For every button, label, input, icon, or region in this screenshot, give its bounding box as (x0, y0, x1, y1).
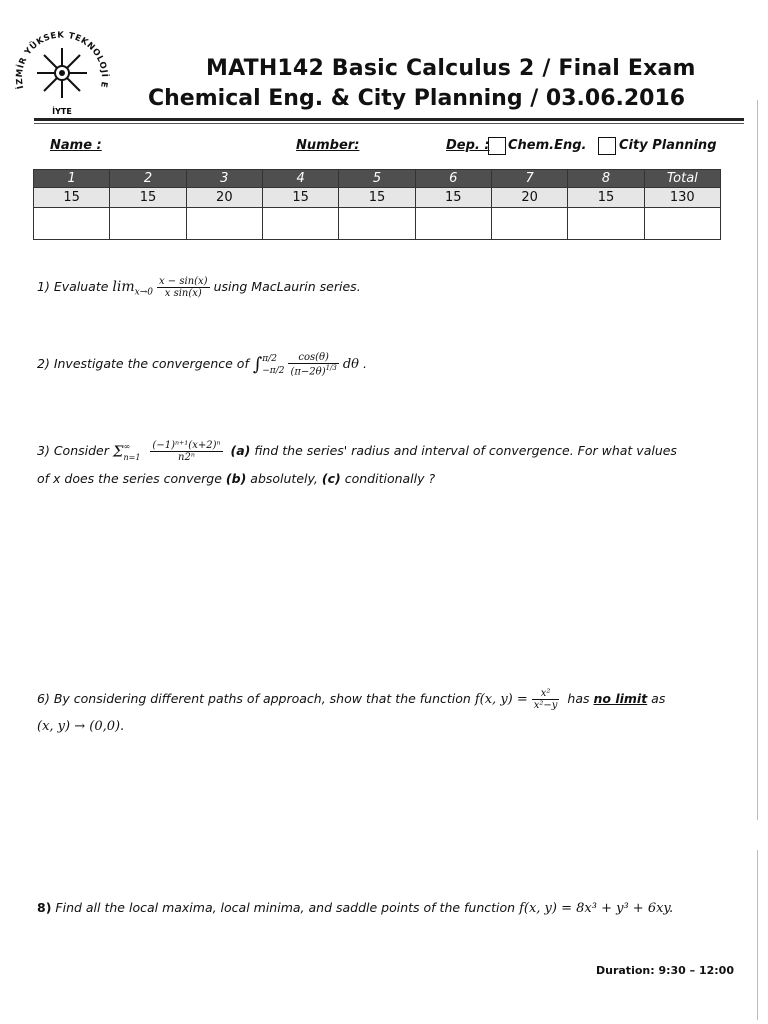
q2-upper-limit: π/2 (262, 353, 277, 364)
question-1 (37, 276, 361, 299)
city-planning-checkbox[interactable] (598, 137, 616, 155)
q2-denominator-base: (π−2θ) (290, 366, 326, 378)
chem-eng-label: Chem.Eng. (508, 138, 587, 153)
question-header: 5 (339, 170, 415, 188)
header-rule (34, 118, 744, 121)
q8-number: 8) (37, 900, 52, 915)
chem-eng-checkbox[interactable] (488, 137, 506, 155)
score-entry-cell[interactable] (491, 208, 567, 240)
question-header: 8 (568, 170, 644, 188)
q6-number: 6) (37, 691, 50, 706)
question-3 (37, 440, 677, 463)
q2-denominator (288, 364, 338, 377)
q3-part-c-label: (c) (321, 471, 341, 486)
q6-no-limit: no limit (593, 691, 648, 706)
score-entry-cell[interactable] (415, 208, 491, 240)
question-6 (37, 688, 665, 711)
header-rule-thin (34, 123, 744, 124)
question-8 (37, 900, 673, 916)
points-cell: 15 (34, 188, 110, 208)
q2-limits (262, 353, 284, 377)
score-table (33, 169, 721, 240)
question-header: 6 (415, 170, 491, 188)
exam-title: MATH142 Basic Calculus 2 / Final Exam (206, 56, 696, 81)
q2-period: . (362, 356, 367, 372)
q3-part-a: find the series' radius and interval of convergence. For what values (254, 443, 677, 458)
question-header: 1 (34, 170, 110, 188)
question-header: 4 (262, 170, 338, 188)
points-cell: 15 (415, 188, 491, 208)
score-entry-cell[interactable] (568, 208, 644, 240)
score-entry-cell[interactable] (110, 208, 186, 240)
total-header: Total (644, 170, 720, 188)
question-header: 2 (110, 170, 186, 188)
q1-number: 1) (37, 279, 50, 294)
integral-icon: ∫ (252, 354, 263, 376)
q3-sum-lower: n=1 (123, 452, 141, 462)
q1-fraction (157, 276, 210, 299)
duration: Duration: 9:30 – 12:00 (596, 964, 734, 977)
q6-text: By considering different paths of approach, show that the function (53, 691, 471, 706)
points-cell: 20 (186, 188, 262, 208)
score-entry-cell[interactable] (262, 208, 338, 240)
question-3-line-2 (37, 471, 435, 486)
q3-sum-upper: ∞ (123, 441, 131, 451)
q2-lower-limit: −π/2 (262, 365, 285, 376)
q3-line2: of x does the series converge (37, 471, 222, 486)
q2-prefix: Investigate the convergence of (53, 356, 249, 372)
city-planning-label: City Planning (619, 138, 717, 153)
exam-subtitle: Chemical Eng. & City Planning / 03.06.2016 (148, 86, 686, 111)
q3-part-b-label: (b) (225, 471, 247, 486)
q6-function: f(x, y) = (474, 692, 528, 707)
q3-number: 3) (37, 443, 50, 458)
score-entry-cell[interactable] (34, 208, 110, 240)
q2-denominator-exponent: 1/3 (325, 364, 337, 372)
score-entry-cell[interactable] (186, 208, 262, 240)
logo-abbr: İYTE (52, 107, 72, 116)
logo-ring-text: İZMİR YÜKSEK TEKNOLOJİ E (14, 30, 110, 90)
q3-part-b: absolutely, (250, 471, 318, 486)
q1-suffix: using MacLaurin series. (213, 279, 361, 294)
q1-prefix: Evaluate (53, 279, 109, 294)
q1-lim-sub: x→0 (134, 287, 153, 298)
university-logo (10, 20, 114, 124)
points-cell: 20 (491, 188, 567, 208)
q8-text: Find all the local maxima, local minima, and saddle points of the function (55, 900, 516, 915)
department-label (446, 138, 490, 153)
points-cell: 15 (339, 188, 415, 208)
q3-numerator: (−1)ⁿ⁺¹(x+2)ⁿ (152, 440, 221, 451)
sigma-icon: Σ (112, 442, 124, 461)
score-header-row (34, 170, 721, 188)
q6-has: has (567, 691, 590, 706)
q6-denominator: x²−y (533, 700, 558, 711)
number-label: Number: (296, 138, 360, 153)
q2-dtheta: dθ (342, 357, 359, 373)
q3-fraction (150, 440, 222, 463)
q3-denominator: n2ⁿ (178, 452, 195, 463)
q1-lim: lim (112, 279, 135, 295)
scan-edge-line (757, 100, 758, 820)
points-cell: 15 (110, 188, 186, 208)
q6-numerator: x² (532, 688, 560, 700)
question-header: 3 (186, 170, 262, 188)
total-entry-cell[interactable] (644, 208, 720, 240)
q2-fraction (288, 352, 338, 377)
score-entry-row (34, 208, 721, 240)
points-cell: 15 (568, 188, 644, 208)
dep-label: Dep. : (446, 138, 490, 153)
q3-sum-limits (123, 441, 140, 463)
question-2 (37, 352, 367, 377)
q3-part-c: conditionally ? (344, 471, 436, 486)
q3-prefix: Consider (53, 443, 109, 458)
q6-fraction (532, 688, 560, 711)
q8-function: f(x, y) = 8x³ + y³ + 6xy. (519, 901, 674, 916)
scan-edge-line (757, 850, 758, 1020)
total-points-cell: 130 (644, 188, 720, 208)
q3-part-a-label: (a) (230, 443, 251, 458)
q2-number: 2) (37, 356, 50, 372)
question-header: 7 (491, 170, 567, 188)
q6-line-2: (x, y) → (0,0). (37, 719, 125, 734)
q2-numerator: cos(θ) (288, 352, 338, 364)
q6-as: as (651, 691, 666, 706)
name-label: Name : (50, 138, 102, 153)
points-cell: 15 (262, 188, 338, 208)
q1-numerator: x − sin(x) (158, 276, 208, 287)
score-entry-cell[interactable] (339, 208, 415, 240)
points-row (34, 188, 721, 208)
q1-denominator: x sin(x) (164, 288, 202, 299)
